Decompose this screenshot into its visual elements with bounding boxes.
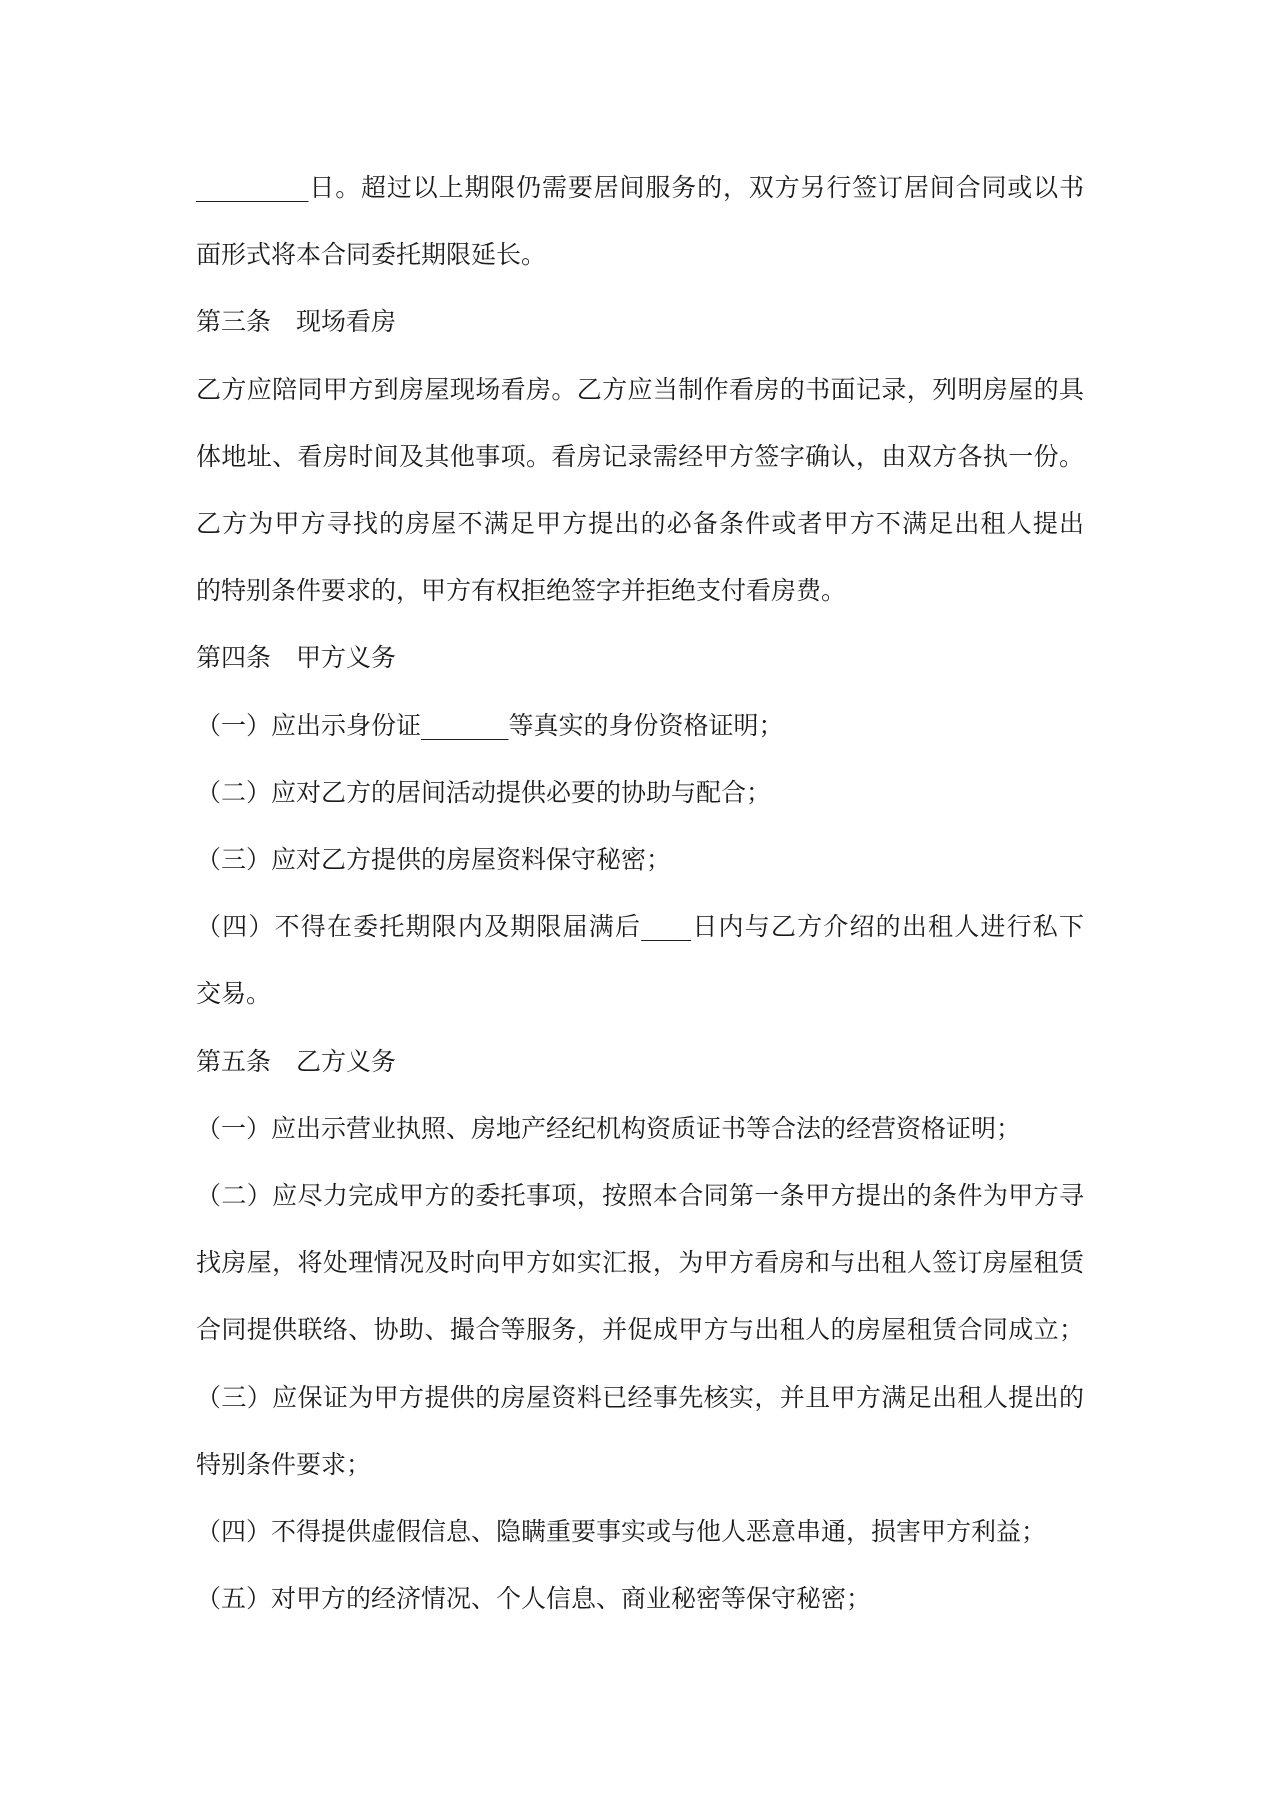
list-item xyxy=(196,1095,1084,1162)
text-line: （二）应对乙方的居间活动提供必要的协助与配合； xyxy=(196,777,772,807)
list-item xyxy=(196,1364,1084,1498)
continuation-paragraph xyxy=(196,154,1084,288)
paragraph xyxy=(196,356,1084,490)
text-line: 体地址、看房时间及其他事项。看房记录需经甲方签字确认，由双方各执一份。 xyxy=(196,441,1084,471)
text-line: 交易。 xyxy=(196,979,272,1009)
article-3 xyxy=(196,288,1084,624)
article-heading: 第三条 现场看房 xyxy=(196,307,397,337)
text-line: 找房屋，将处理情况及时向甲方如实汇报，为甲方看房和与出租人签订房屋租赁 xyxy=(196,1248,1084,1278)
paragraph xyxy=(196,490,1084,624)
article-heading: 第五条 乙方义务 xyxy=(196,1046,397,1076)
text-line: 面形式将本合同委托期限延长。 xyxy=(196,240,547,270)
list-item xyxy=(196,893,1084,1027)
text-line: （一）应出示身份证_______等真实的身份资格证明； xyxy=(196,710,784,740)
list-item xyxy=(196,1162,1084,1364)
text-line: （四）不得提供虚假信息、隐瞒重要事实或与他人恶意串通，损害甲方利益； xyxy=(196,1517,1047,1547)
text-line: 特别条件要求； xyxy=(196,1449,372,1479)
contract-body xyxy=(196,154,1084,1632)
text-line: （二）应尽力完成甲方的委托事项，按照本合同第一条甲方提出的条件为甲方寻 xyxy=(196,1181,1084,1211)
text-line: （五）对甲方的经济情况、个人信息、商业秘密等保守秘密； xyxy=(196,1584,872,1614)
text-line: （三）应对乙方提供的房屋资料保守秘密； xyxy=(196,845,672,875)
list-item xyxy=(196,826,1084,893)
text-line: 的特别条件要求的，甲方有权拒绝签字并拒绝支付看房费。 xyxy=(196,576,847,606)
list-item xyxy=(196,1498,1084,1565)
text-line: （四）不得在委托期限内及期限届满后____日内与乙方介绍的出租人进行私下 xyxy=(196,912,1084,942)
text-line: 乙方应陪同甲方到房屋现场看房。乙方应当制作看房的书面记录，列明房屋的具 xyxy=(196,374,1084,404)
text-line: 合同提供联络、协助、撮合等服务，并促成甲方与出租人的房屋租赁合同成立； xyxy=(196,1315,1084,1345)
text-line: _________日。超过以上期限仍需要居间服务的，双方另行签订居间合同或以书 xyxy=(196,173,1084,202)
text-line: （三）应保证为甲方提供的房屋资料已经事先核实，并且甲方满足出租人提出的 xyxy=(196,1382,1084,1412)
text-line: （一）应出示营业执照、房地产经纪机构资质证书等合法的经营资格证明； xyxy=(196,1113,1022,1143)
text-line: 乙方为甲方寻找的房屋不满足甲方提出的必备条件或者甲方不满足出租人提出 xyxy=(196,509,1084,539)
article-4 xyxy=(196,624,1084,1027)
list-item xyxy=(196,759,1084,826)
list-item xyxy=(196,1565,1084,1632)
list-item xyxy=(196,692,1084,759)
article-5 xyxy=(196,1028,1084,1633)
article-heading: 第四条 甲方义务 xyxy=(196,643,397,673)
